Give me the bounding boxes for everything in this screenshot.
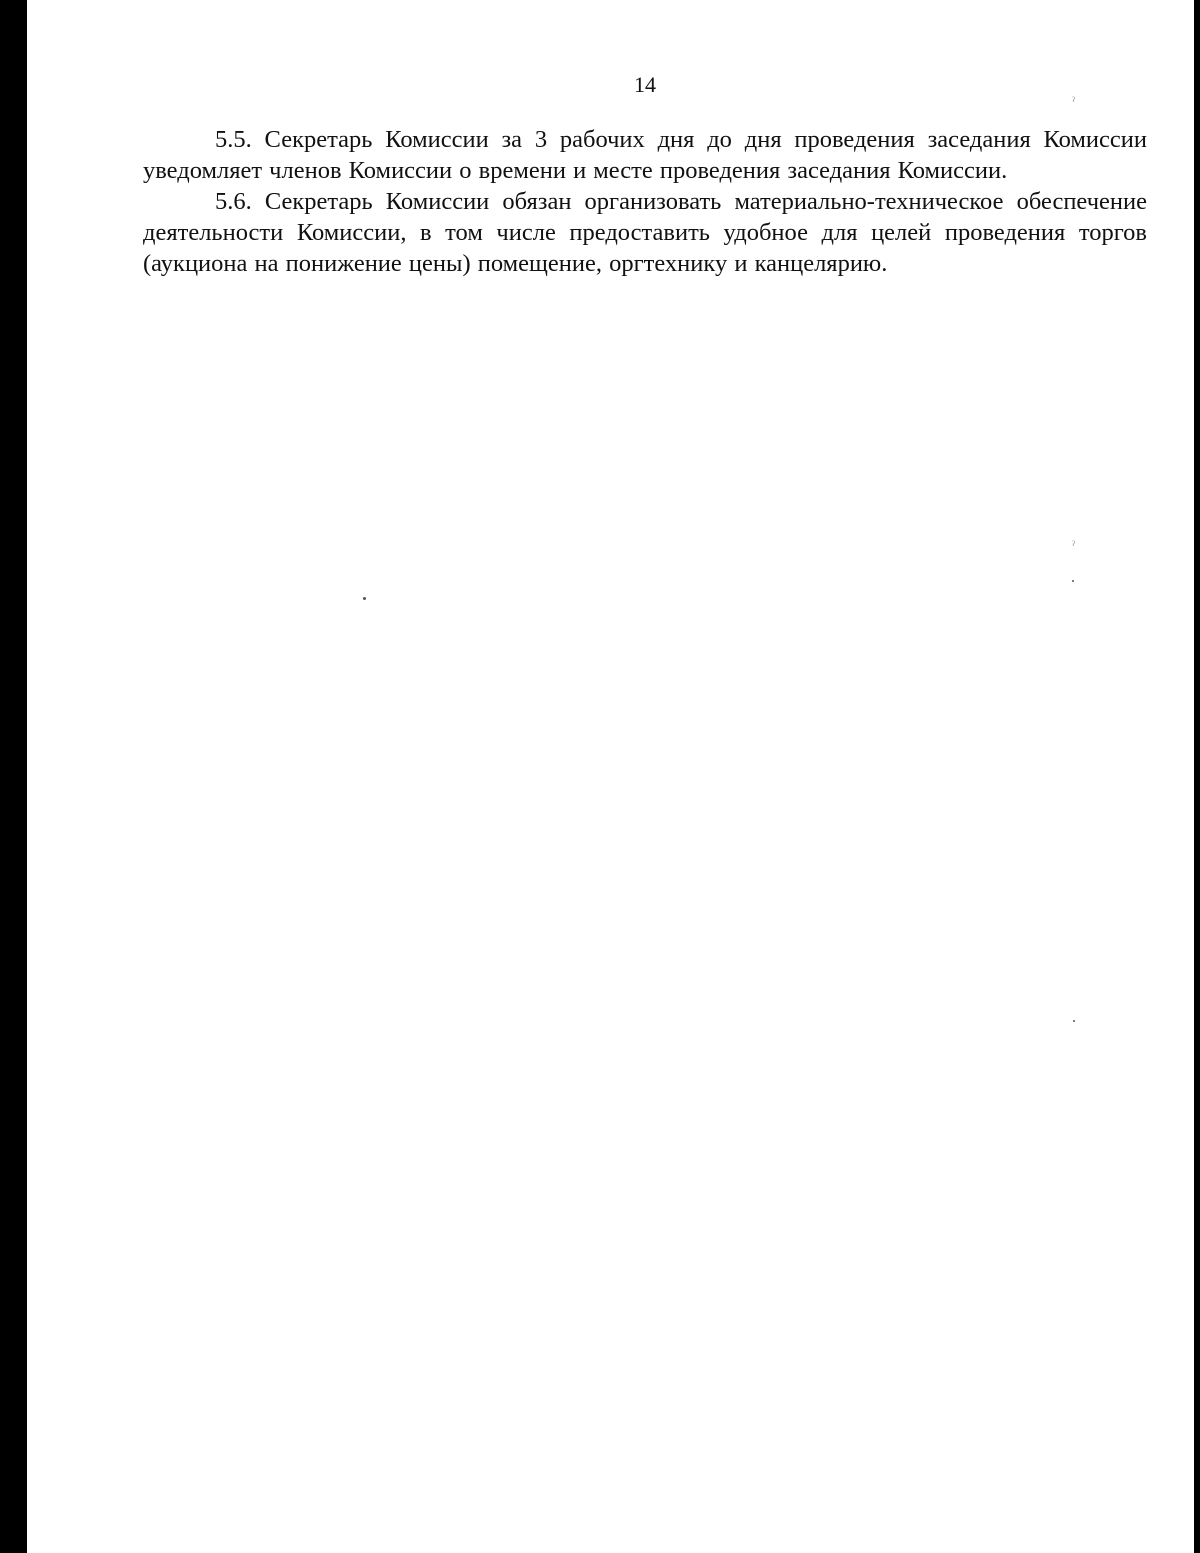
scan-edge-right — [1194, 0, 1200, 1553]
scan-speck — [363, 597, 366, 600]
paragraph-5-6: 5.6. Секретарь Комиссии обязан организовать материально-техническое обеспечение деятельности Комиссии, в том числе предоставить удобное для целей проведения торгов (аукциона на понижение цены) помещение, оргтехнику и канцелярию. — [143, 188, 1147, 277]
scan-mark: ˀ — [1072, 94, 1075, 108]
scan-speck — [1072, 580, 1074, 582]
scan-edge-left — [0, 0, 27, 1553]
paragraph-5-5: 5.5. Секретарь Комиссии за 3 рабочих дня до дня проведения заседания Комиссии уведомляет членов Комиссии о времени и месте проведения заседания Комиссии. — [143, 126, 1147, 184]
scan-mark: ˀ — [1072, 538, 1075, 552]
page-number: 14 — [634, 72, 656, 97]
scan-speck — [1073, 1020, 1075, 1022]
document-body — [143, 124, 1147, 279]
